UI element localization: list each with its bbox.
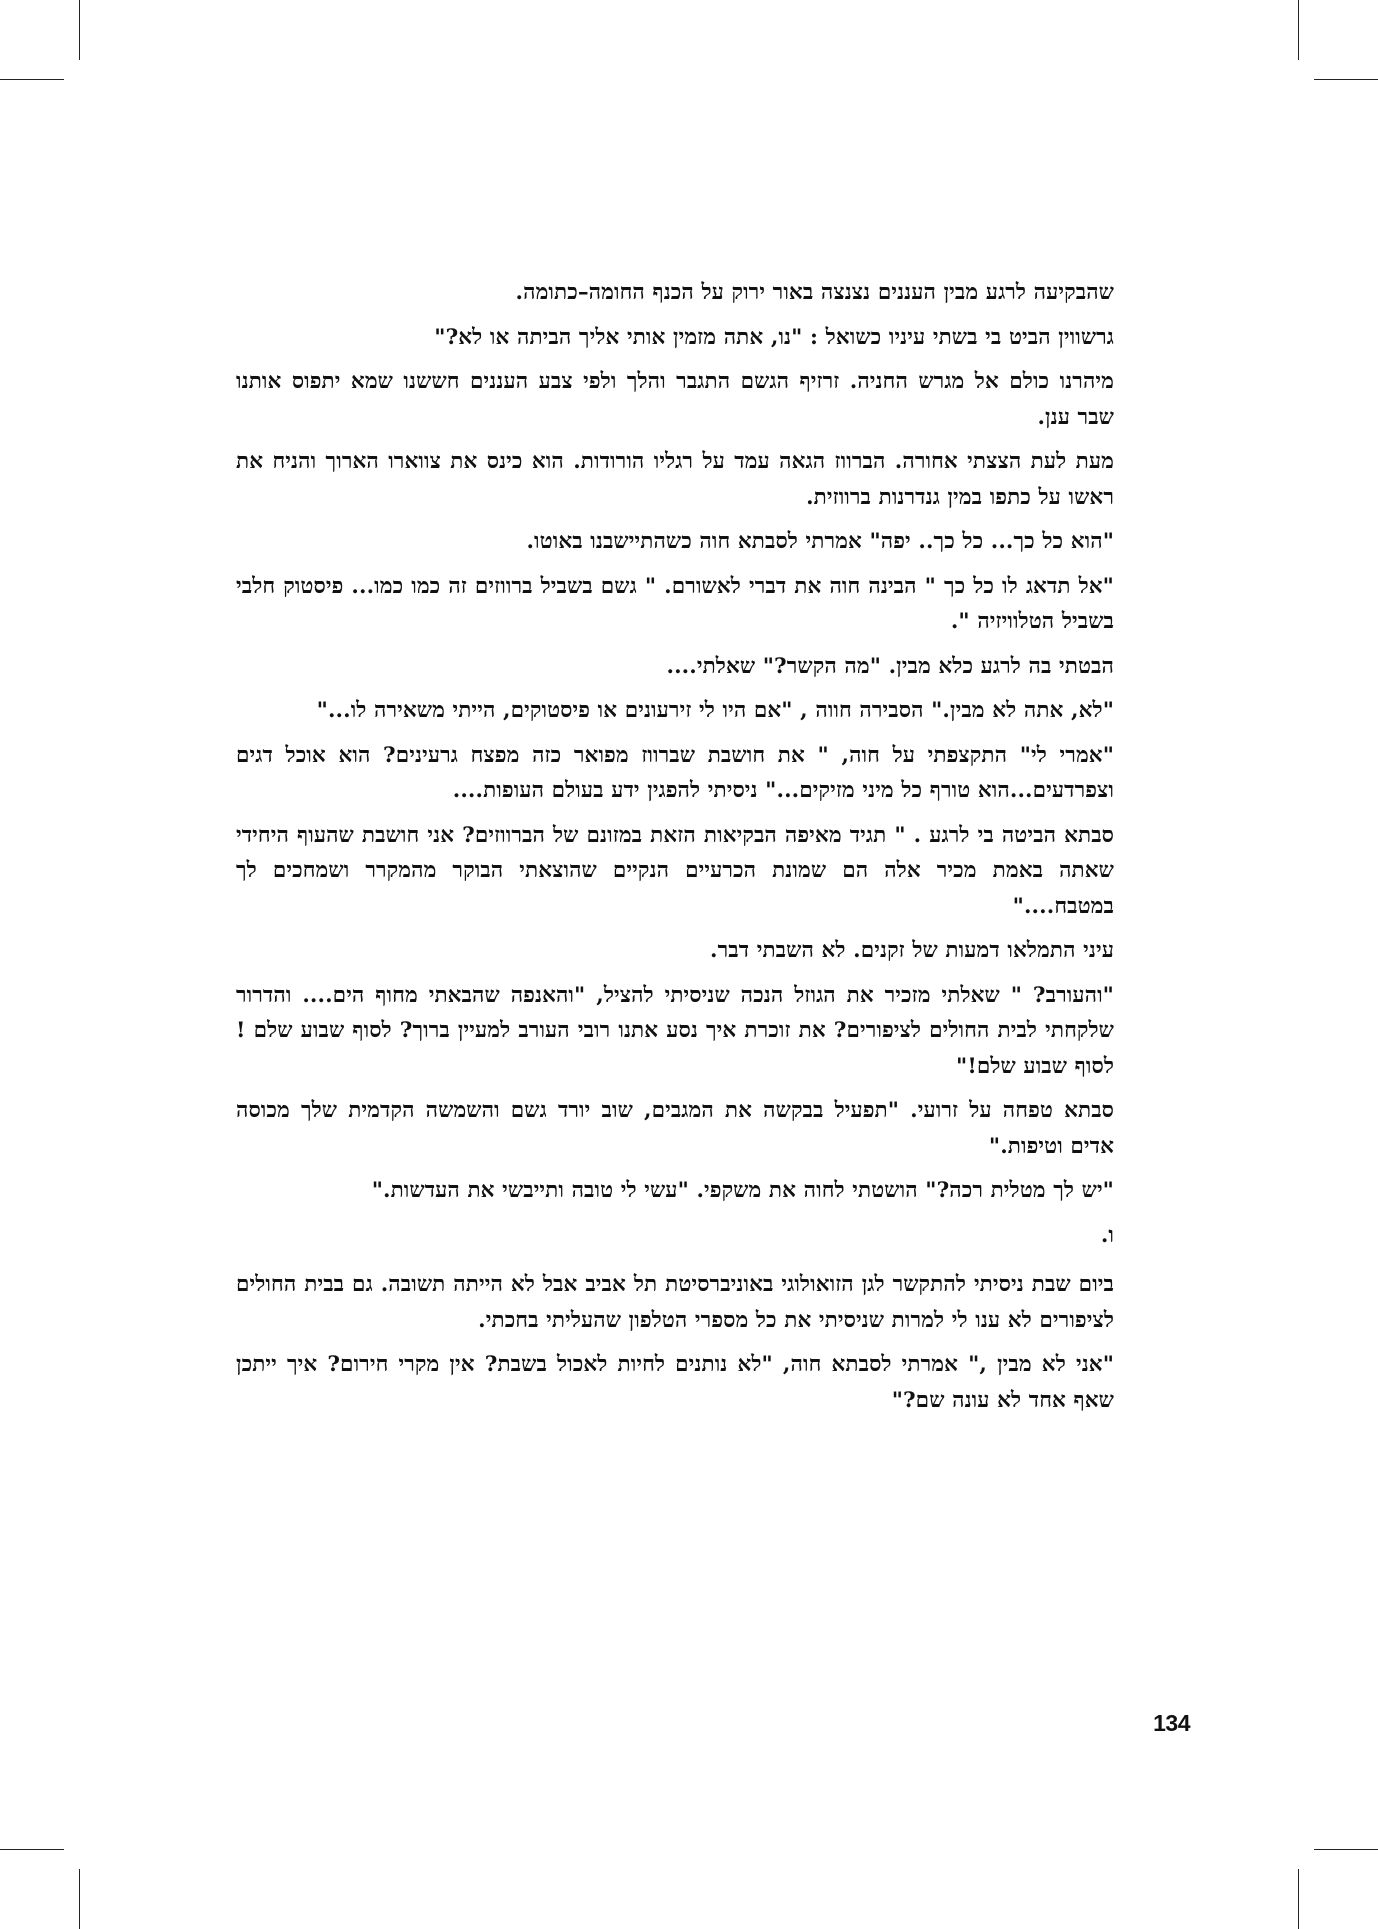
paragraph: גרשווין הביט בי בשתי עיניו כשואל : "נו, אתה מזמין אותי אליך הביתה או לא?" bbox=[434, 324, 1114, 350]
paragraph: ביום שבת ניסיתי להתקשר לגן הזואולוגי באוניברסיטת תל אביב אבל לא הייתה תשובה. גם בבית החולים לציפורים לא ענו לי למרות שניסיתי את כל מספרי הטלפון שהעליתי בחכתי. bbox=[236, 1272, 1114, 1333]
paragraph: סבתא הביטה בי לרגע . " תגיד מאיפה הבקיאות הזאת במזונם של הברווזים? אני חושבת שהעוף היחידי שאתה באמת מכיר אלה הם שמונת הכרעיים הנקיים שהוצאתי הבוקר מהמקרר ושמחכים לך במטבח...." bbox=[236, 822, 1114, 919]
paragraph: מעת לעת הצצתי אחורה. הברווז הגאה עמד על רגליו הורודות. הוא כינס את צווארו הארוך והניח את ראשו על כתפו במין גנדרנות ברווזית. bbox=[236, 449, 1114, 510]
crop-mark-bottom-left bbox=[79, 1869, 80, 1929]
paragraph: הבטתי בה לרגע כלא מבין. "מה הקשר?" שאלתי.... bbox=[666, 653, 1114, 679]
crop-mark-top-right bbox=[1298, 0, 1299, 60]
crop-mark-top-left-h bbox=[0, 79, 64, 80]
paragraph: "אל תדאג לו כל כך " הבינה חוה את דברי לאשורם. " גשם בשביל ברווזים זה כמו כמו... פיסטוק חלבי בשביל הטלוויזיה ". bbox=[236, 573, 1114, 634]
crop-mark-bottom-right bbox=[1298, 1869, 1299, 1929]
paragraph: סבתא טפחה על זרועי. "תפעיל בבקשה את המגבים, שוב יורד גשם והשמשה הקדמית שלך מכוסה אדים וטיפות." bbox=[236, 1098, 1114, 1159]
crop-mark-top-left bbox=[79, 0, 80, 60]
paragraph: "לא, אתה לא מבין." הסבירה חווה , "אם היו לי זירעונים או פיסטוקים, הייתי משאירה לו..." bbox=[316, 698, 1114, 723]
section-marker: ו. bbox=[1100, 1222, 1114, 1248]
paragraph: מיהרנו כולם אל מגרש החניה. זרזיף הגשם התגבר והלך ולפי צבע העננים חששנו שמא יתפוס אותנו שבר ענן. bbox=[236, 369, 1114, 430]
body-text bbox=[236, 275, 1114, 1427]
paragraph: "אני לא מבין ," אמרתי לסבתא חוה, "לא נותנים לחיות לאכול בשבת? אין מקרי חירום? איך ייתכן שאף אחד לא עונה שם?" bbox=[236, 1352, 1114, 1413]
paragraph: "והעורב? " שאלתי מזכיר את הגוזל הנכה שניסיתי להציל, "והאנפה שהבאתי מחוף הים.... והדרור שלקחתי לבית החולים לציפורים? את זוכרת איך נסע אתנו רובי העורב למעיין ברוך? לסוף שבוע שלם ! לסוף שבוע שלם!" bbox=[236, 982, 1114, 1079]
paragraph: שהבקיעה לרגע מבין העננים נצנצה באור ירוק על הכנף החומה–כתומה. bbox=[515, 280, 1114, 305]
paragraph: "יש לך מטלית רכה?" הושטתי לחוה את משקפי. "עשי לי טובה ותייבשי את העדשות." bbox=[371, 1178, 1114, 1203]
paragraph: עיני התמלאו דמעות של זקנים. לא השבתי דבר. bbox=[709, 938, 1114, 963]
paragraph: "אמרי לי" התקצפתי על חוה, " את חושבת שברווז מפואר כזה מפצח גרעינים? הוא אוכל דגים וצפרדעים...הוא טורף כל מיני מזיקים..." ניסיתי להפגין ידע בעולם העופות.... bbox=[236, 742, 1114, 803]
crop-mark-bottom-left-h bbox=[0, 1849, 64, 1850]
page-number: 134 bbox=[1153, 1710, 1190, 1736]
paragraph: "הוא כל כך... כל כך.. יפה" אמרתי לסבתא חוה כשהתיישבנו באוטו. bbox=[526, 529, 1114, 554]
crop-mark-bottom-right-h bbox=[1314, 1849, 1378, 1850]
crop-mark-top-right-h bbox=[1314, 79, 1378, 80]
